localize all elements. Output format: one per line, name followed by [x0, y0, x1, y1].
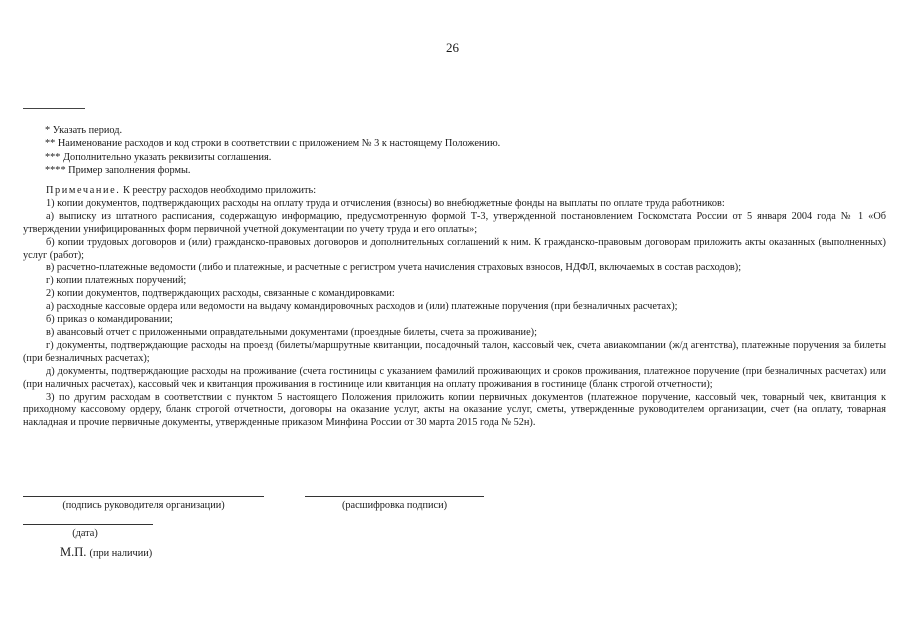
note-item: 2) копии документов, подтверждающих расходы, связанные с командировками: — [46, 288, 395, 300]
notes-heading-label: Примечание. — [46, 185, 121, 196]
signature-decode-caption: (расшифровка подписи) — [341, 500, 448, 511]
notes-heading-text: К реестру расходов необходимо приложить: — [120, 185, 317, 196]
note-item: а) расходные кассовые ордера или ведомости на выдачу командировочных расходов и (или) платежные поручения (при безналичных расчетах); — [46, 301, 678, 313]
date-line — [23, 524, 153, 525]
note-item: б) приказ о командировании; — [46, 314, 173, 326]
note-item: 1) копии документов, подтверждающих расходы на оплату труда и отчисления (взносы) во внебюджетные фонды на выплаты по оплате труда работников: — [46, 197, 725, 209]
note-item: г) документы, подтверждающие расходы на проезд (билеты/маршрутные квитанции, посадочный талон, кассовый чек, счета авиакомпании (ж/д агентства), платежные поручения за билеты (при безналичных расчетах); — [23, 339, 886, 364]
signature-decode-line — [305, 496, 484, 497]
footnotes — [45, 124, 500, 178]
footnote-separator — [23, 108, 85, 109]
note-item: 3) по другим расходам в соответствии с пунктом 5 настоящего Положения приложить копии первичных документов (платежное поручение, кассовый чек, товарный чек, квитанция к приходному кассовому ордеру, бланк строгой отчетности, договоры на оказание услуг, акты на оказание услуг, сметы, утвержденные руководителем организации, счет (на оплату, товарная накладная и прочие первичные документы, утвержденные приказом Минфина России от 30 марта 2015 года № 52н). — [23, 391, 886, 429]
stamp-note: (при наличии) — [89, 548, 153, 559]
note-item: б) копии трудовых договоров и (или) гражданско-правовых договоров и дополнительных соглашений к ним. К гражданско-правовым договорам приложить акты оказанных (выполненных) услуг (работ); — [23, 236, 886, 261]
stamp-label: М.П. — [60, 545, 87, 559]
note-item: а) выписку из штатного расписания, содержащую информацию, предусмотренную формой Т-3, утвержденной постановлением Госкомстата России от 5 января 2004 года № 1 «Об утверждении унифицированных форм первичной учетной документации по учету труда и его оплаты»; — [23, 210, 886, 235]
page-number: 26 — [446, 40, 459, 55]
footnote-1: * Указать период. — [45, 125, 123, 136]
head-signature-caption: (подпись руководителя организации) — [62, 500, 225, 511]
note-item: в) расчетно-платежные ведомости (либо и платежные, и расчетные с регистром учета начисления страховых взносов, НДФЛ, включаемых в состав расходов); — [46, 262, 742, 274]
footnote-2: ** Наименование расходов и код строки в соответствии с приложением № 3 к настоящему Положению. — [45, 138, 501, 150]
note-item: г) копии платежных поручений; — [46, 275, 187, 287]
note-item: д) документы, подтверждающие расходы на проживание (счета гостиницы с указанием фамилий проживающих и сроков проживания, платежное поручение (при безналичных расчетах) или (при наличных расчетах), кассовый чек и квитанция проживания в гостинице или квитанция на оплату проживания в гостинице (бланк строгой отчетности); — [23, 365, 886, 390]
notes-section — [23, 185, 886, 430]
note-item: в) авансовый отчет с приложенными оправдательными документами (проездные билеты, счета за проживание); — [46, 326, 537, 338]
notes-heading — [23, 185, 886, 198]
footnote-4: **** Пример заполнения формы. — [45, 165, 191, 177]
head-signature-line — [23, 496, 264, 497]
stamp-place — [60, 545, 152, 560]
date-caption: (дата) — [72, 528, 98, 539]
footnote-3: *** Дополнительно указать реквизиты соглашения. — [45, 151, 272, 163]
